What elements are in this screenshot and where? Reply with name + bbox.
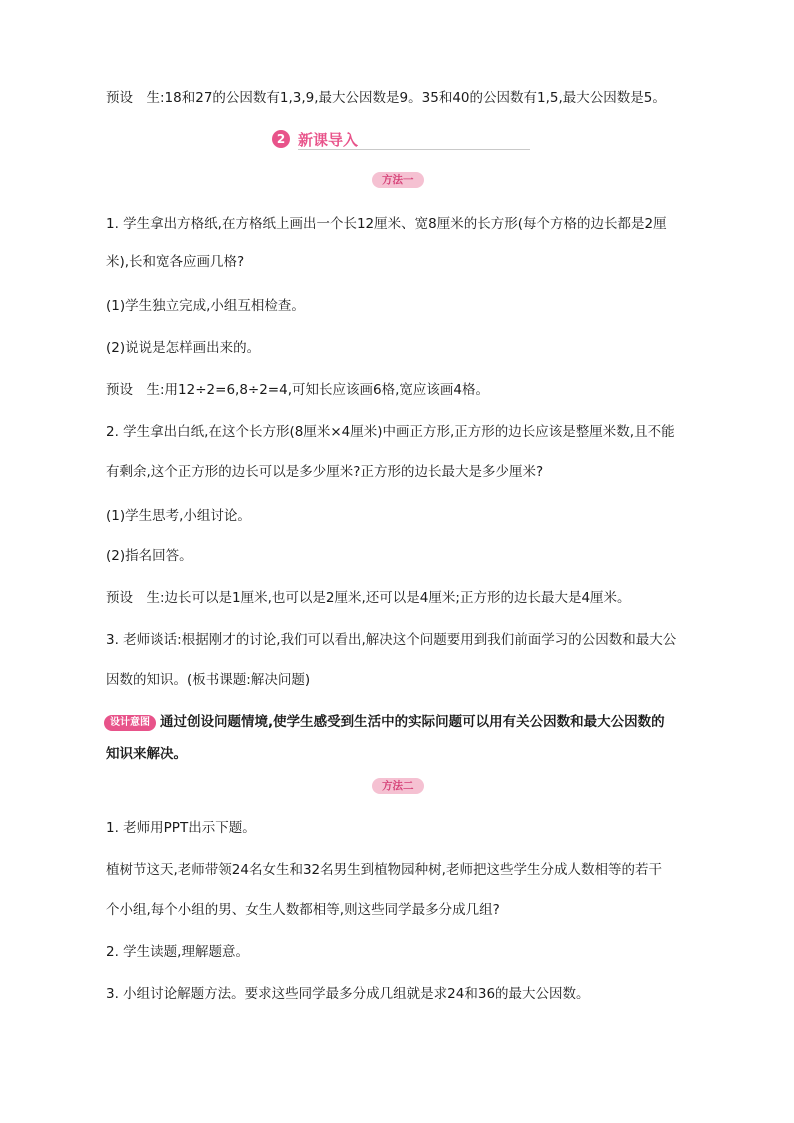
method-two-badge: 方法二 (372, 778, 424, 794)
method-2-step-1: 1. 老师用PPT出示下题。 (106, 820, 256, 836)
method-2-step-2: 2. 学生读题,理解题意。 (106, 944, 249, 960)
section-underline (298, 149, 530, 150)
design-intent-line-2: 知识来解决。 (106, 746, 187, 762)
section-title: 新课导入 (298, 131, 359, 149)
method-2-step-3: 3. 小组讨论解题方法。要求这些同学最多分成几组就是求24和36的最大公因数。 (106, 986, 590, 1002)
question-1-line-1: 1. 学生拿出方格纸,在方格纸上画出一个长12厘米、宽8厘米的长方形(每个方格的边长都是2厘 (106, 216, 667, 232)
section-header (272, 128, 530, 152)
preset-answer-3: 预设 生:边长可以是1厘米,也可以是2厘米,还可以是4厘米;正方形的边长最大是4厘米。 (106, 590, 631, 606)
question-1-line-2: 米),长和宽各应画几格? (106, 254, 245, 270)
question-3-line-2: 因数的知识。(板书课题:解决问题) (106, 672, 311, 688)
question-2-step-1: (1)学生思考,小组讨论。 (106, 508, 251, 524)
method-one-badge: 方法一 (372, 172, 424, 188)
question-2-line-1: 2. 学生拿出白纸,在这个长方形(8厘米×4厘米)中画正方形,正方形的边长应该是整厘米数,且不能 (106, 424, 675, 440)
method-2-problem-line-2: 个小组,每个小组的男、女生人数都相等,则这些同学最多分成几组? (106, 902, 500, 918)
question-3-line-1: 3. 老师谈话:根据刚才的讨论,我们可以看出,解决这个问题要用到我们前面学习的公因数和最大公 (106, 632, 677, 648)
section-number-badge: 2 (272, 130, 290, 148)
design-intent-badge: 设计意图 (104, 715, 156, 731)
method-2-problem-line-1: 植树节这天,老师带领24名女生和32名男生到植物园种树,老师把这些学生分成人数相等的若干 (106, 862, 662, 878)
design-intent-line-1 (104, 712, 718, 732)
question-1-step-2: (2)说说是怎样画出来的。 (106, 340, 261, 356)
preset-answer-2: 预设 生:用12÷2=6,8÷2=4,可知长应该画6格,宽应该画4格。 (106, 382, 489, 398)
preset-answer-1: 预设 生:18和27的公因数有1,3,9,最大公因数是9。35和40的公因数有1,5,最大公因数是5。 (106, 90, 666, 106)
design-intent-text-1: 通过创设问题情境,使学生感受到生活中的实际问题可以用有关公因数和最大公因数的 (160, 714, 665, 730)
question-2-line-2: 有剩余,这个正方形的边长可以是多少厘米?正方形的边长最大是多少厘米? (106, 464, 544, 480)
question-1-step-1: (1)学生独立完成,小组互相检查。 (106, 298, 305, 314)
question-2-step-2: (2)指名回答。 (106, 548, 193, 564)
